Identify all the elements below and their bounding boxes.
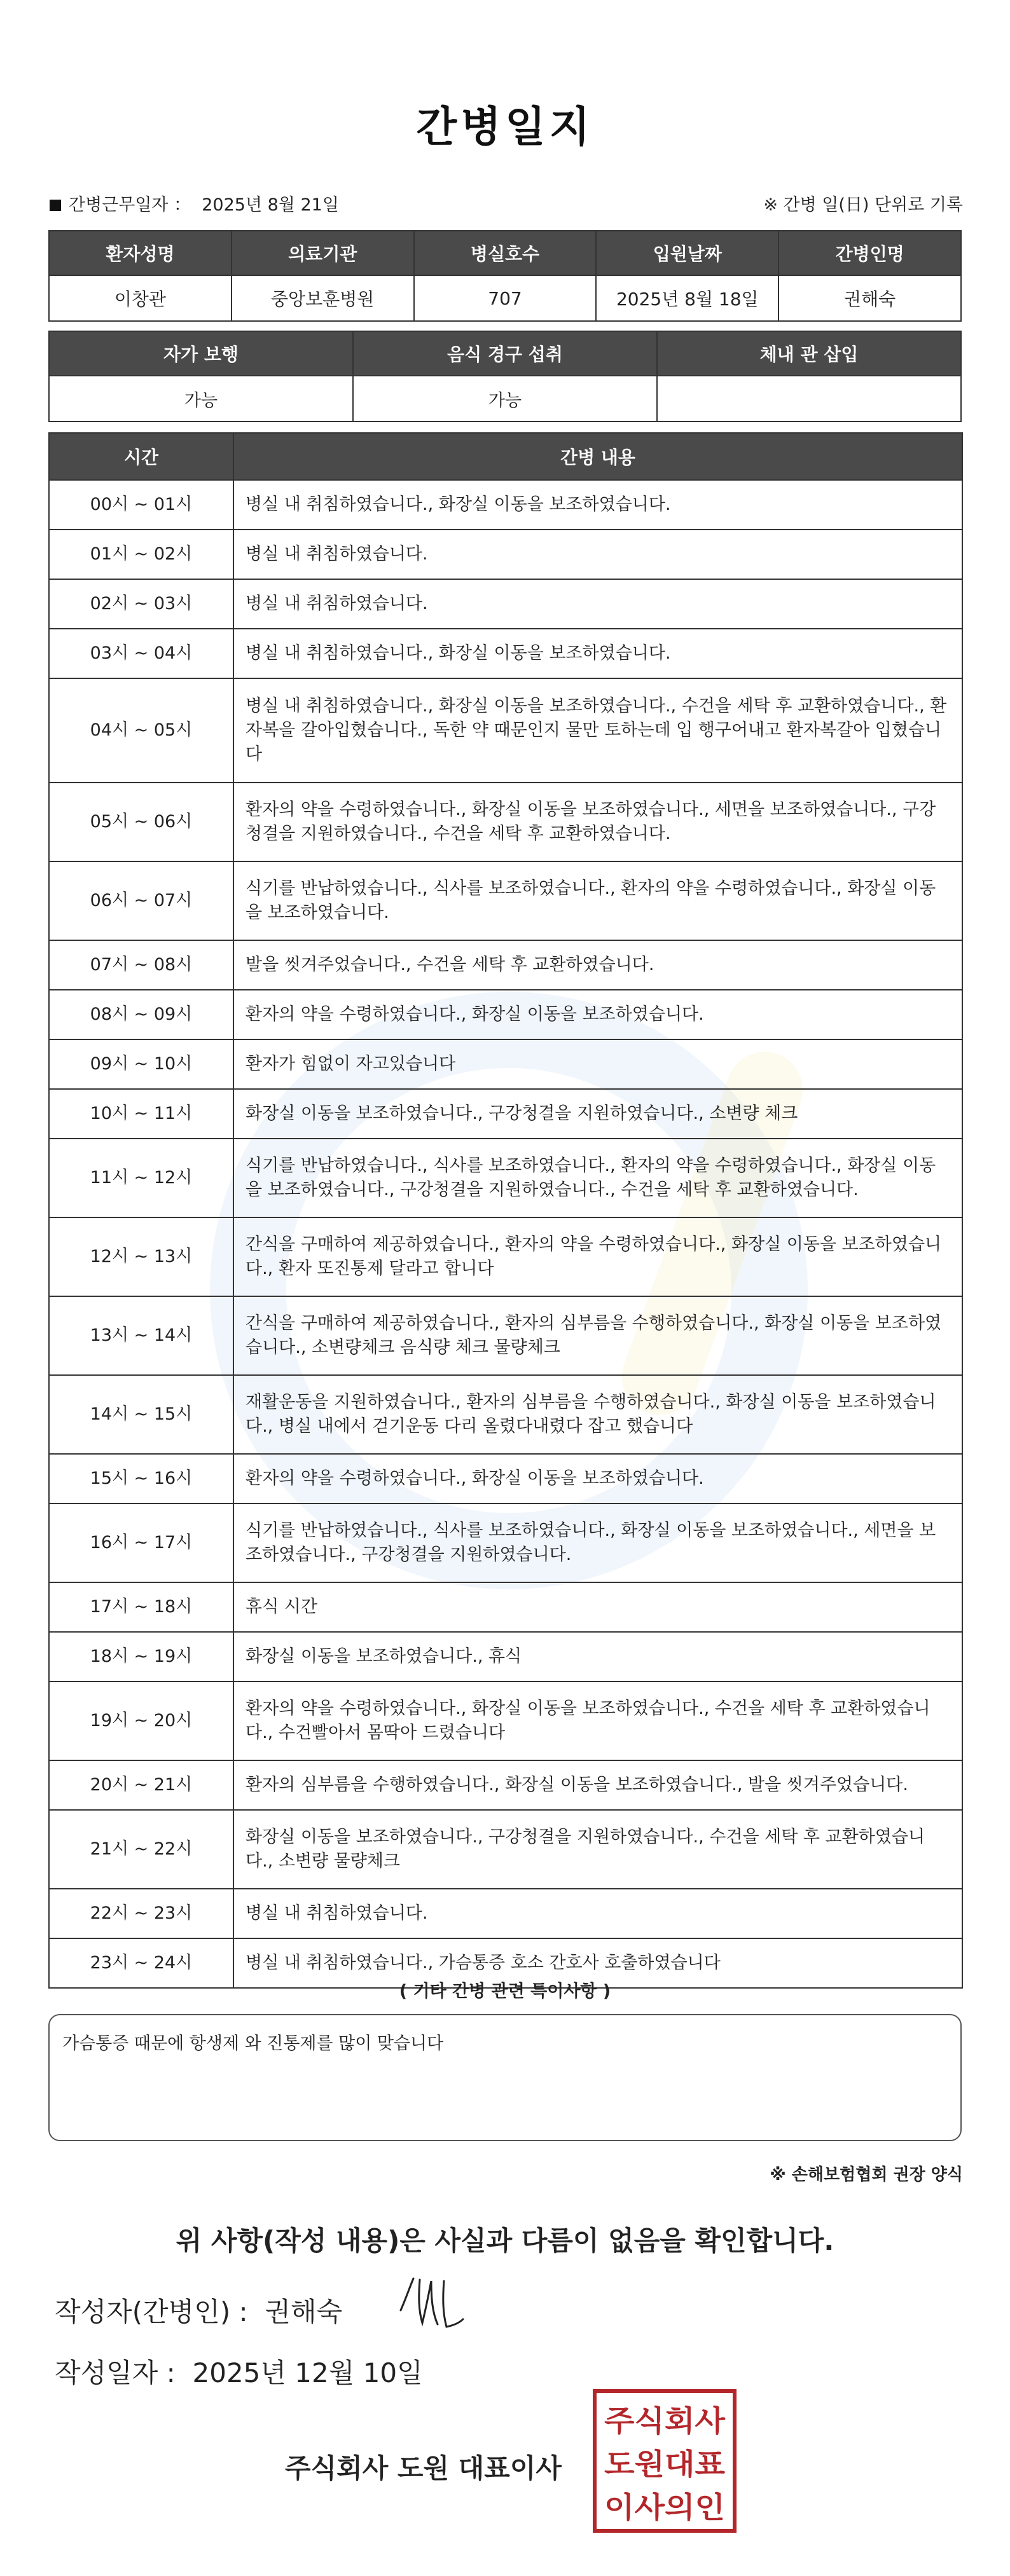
- company-seal-stamp: [593, 2389, 737, 2533]
- patient-status-table: [48, 331, 962, 422]
- care-content: 식기를 반납하였습니다., 식사를 보조하였습니다., 화장실 이동을 보조하였습니다., 세면을 보조하였습니다., 구강청결을 지원하였습니다.: [233, 1504, 962, 1582]
- care-content: 환자의 약을 수령하였습니다., 화장실 이동을 보조하였습니다.: [233, 1454, 962, 1504]
- care-content: 식기를 반납하였습니다., 식사를 보조하였습니다., 환자의 약을 수령하였습니다., 화장실 이동을 보조하였습니다.: [233, 861, 962, 940]
- care-log-table: [48, 432, 963, 1989]
- care-content: 병실 내 취침하였습니다., 화장실 이동을 보조하였습니다., 수건을 세탁 후 교환하였습니다., 환자복을 갈아입혔습니다., 독한 약 때문인지 물만 토하는데 입 행구어내고 환자복갈아 입혔습니다: [233, 678, 962, 783]
- care-content: 환자의 약을 수령하였습니다., 화장실 이동을 보조하였습니다., 세면을 보조하였습니다., 구강청결을 지원하였습니다., 수건을 세탁 후 교환하였습니다.: [233, 783, 962, 861]
- time-slot: 07시 ~ 08시: [49, 940, 233, 990]
- header-care-content: 간병 내용: [233, 433, 962, 480]
- table-row: [49, 990, 962, 1039]
- special-notes-title: ( 기타 간병 관련 특이사항 ): [399, 1982, 611, 2001]
- table-row: [49, 480, 962, 530]
- time-slot: 15시 ~ 16시: [49, 1454, 233, 1504]
- care-content: 화장실 이동을 보조하였습니다., 구강청결을 지원하였습니다., 수건을 세탁 후 교환하였습니다., 소변량 물량체크: [233, 1810, 962, 1889]
- table-row: [49, 530, 962, 579]
- time-slot: 13시 ~ 14시: [49, 1296, 233, 1375]
- work-date-value: 2025년 8월 21일: [202, 195, 339, 215]
- self-walking-value: 가능: [49, 376, 353, 421]
- table-row: [49, 1217, 962, 1296]
- special-notes-box: [48, 2014, 962, 2141]
- care-content: 병실 내 취침하였습니다.: [233, 530, 962, 579]
- svg-text:이사의인: 이사의인: [604, 2490, 725, 2525]
- care-content: 간식을 구매하여 제공하였습니다., 환자의 심부름을 수행하였습니다., 화장실 이동을 보조하였습니다., 소변량체크 음식량 체크 물량체크: [233, 1296, 962, 1375]
- handwritten-signature: [387, 2268, 482, 2338]
- written-date-line: [55, 2352, 423, 2390]
- special-notes-text: 가슴통증 때문에 항생제 와 진통제를 많이 맞습니다: [62, 2034, 444, 2053]
- table-row: [49, 629, 962, 678]
- table-row: [49, 1760, 962, 1810]
- time-slot: 14시 ~ 15시: [49, 1375, 233, 1454]
- oral-intake-value: 가능: [353, 376, 657, 421]
- care-content: 병실 내 취침하였습니다., 화장실 이동을 보조하였습니다.: [233, 629, 962, 678]
- care-content: 병실 내 취침하였습니다.: [233, 579, 962, 629]
- care-content: 병실 내 취침하였습니다., 가슴통증 호소 간호사 호출하였습니다: [233, 1938, 962, 1988]
- time-slot: 09시 ~ 10시: [49, 1039, 233, 1089]
- care-content: 화장실 이동을 보조하였습니다., 휴식: [233, 1632, 962, 1682]
- care-content: 식기를 반납하였습니다., 식사를 보조하였습니다., 환자의 약을 수령하였습니다., 화장실 이동을 보조하였습니다., 구강청결을 지원하였습니다., 수건을 세탁 후 교환하였습니다.: [233, 1139, 962, 1217]
- table-row: [49, 1889, 962, 1938]
- header-self-walking: 자가 보행: [49, 331, 353, 376]
- time-slot: 03시 ~ 04시: [49, 629, 233, 678]
- tube-insertion-value: [657, 376, 961, 421]
- table-row: [49, 1504, 962, 1582]
- time-slot: 12시 ~ 13시: [49, 1217, 233, 1296]
- time-slot: 02시 ~ 03시: [49, 579, 233, 629]
- written-date-value: 2025년 12월 10일: [192, 2357, 423, 2388]
- confirmation-statement: 위 사항(작성 내용)은 사실과 다름이 없음을 확인합니다.: [176, 2225, 834, 2256]
- table-row: [49, 861, 962, 940]
- table-row: [49, 1089, 962, 1139]
- header-caregiver-name: 간병인명: [778, 231, 961, 275]
- header-admission-date: 입원날짜: [596, 231, 778, 275]
- care-content: 환자의 심부름을 수행하였습니다., 화장실 이동을 보조하였습니다., 발을 씻겨주었습니다.: [233, 1760, 962, 1810]
- page-title: 간병일지: [416, 102, 594, 151]
- table-row: [49, 1682, 962, 1760]
- patient-name: 이창관: [49, 275, 232, 321]
- table-row: [49, 1454, 962, 1504]
- time-slot: 16시 ~ 17시: [49, 1504, 233, 1582]
- care-content: 휴식 시간: [233, 1582, 962, 1632]
- time-slot: 08시 ~ 09시: [49, 990, 233, 1039]
- table-row: [49, 1582, 962, 1632]
- work-date-line: [50, 191, 339, 216]
- time-slot: 04시 ~ 05시: [49, 678, 233, 783]
- recommended-form-note: ※ 손해보험협회 권장 양식: [770, 2165, 963, 2184]
- table-row: [49, 678, 962, 783]
- header-room-number: 병실호수: [414, 231, 597, 275]
- header-tube-insertion: 체내 관 삽입: [657, 331, 961, 376]
- room-number: 707: [414, 275, 597, 321]
- header-oral-intake: 음식 경구 섭취: [353, 331, 657, 376]
- time-slot: 17시 ~ 18시: [49, 1582, 233, 1632]
- square-bullet-icon: [50, 200, 61, 211]
- time-slot: 11시 ~ 12시: [49, 1139, 233, 1217]
- header-hospital: 의료기관: [232, 231, 414, 275]
- time-slot: 21시 ~ 22시: [49, 1810, 233, 1889]
- table-row: [49, 940, 962, 990]
- table-row: [49, 579, 962, 629]
- table-row: [49, 1810, 962, 1889]
- table-row: [49, 1139, 962, 1217]
- header-time: 시간: [49, 433, 233, 480]
- care-content: 환자의 약을 수령하였습니다., 화장실 이동을 보조하였습니다., 수건을 세탁 후 교환하였습니다., 수건빨아서 몸딱아 드렸습니다: [233, 1682, 962, 1760]
- time-slot: 05시 ~ 06시: [49, 783, 233, 861]
- svg-text:도원대표: 도원대표: [604, 2447, 726, 2481]
- time-slot: 23시 ~ 24시: [49, 1938, 233, 1988]
- time-slot: 10시 ~ 11시: [49, 1089, 233, 1139]
- caregiver-name: 권해숙: [778, 275, 961, 321]
- header-patient-name: 환자성명: [49, 231, 232, 275]
- care-content: 환자가 힘없이 자고있습니다: [233, 1039, 962, 1089]
- written-date-label: 작성일자 :: [55, 2357, 176, 2388]
- time-slot: 00시 ~ 01시: [49, 480, 233, 530]
- time-slot: 20시 ~ 21시: [49, 1760, 233, 1810]
- hospital-name: 중앙보훈병원: [232, 275, 414, 321]
- care-content: 병실 내 취침하였습니다., 화장실 이동을 보조하였습니다.: [233, 480, 962, 530]
- care-content: 병실 내 취침하였습니다.: [233, 1889, 962, 1938]
- table-row: [49, 783, 962, 861]
- time-slot: 18시 ~ 19시: [49, 1632, 233, 1682]
- care-content: 환자의 약을 수령하였습니다., 화장실 이동을 보조하였습니다.: [233, 990, 962, 1039]
- svg-text:주식회사: 주식회사: [604, 2404, 726, 2438]
- table-row: [49, 1375, 962, 1454]
- time-slot: 01시 ~ 02시: [49, 530, 233, 579]
- table-row: [49, 1039, 962, 1089]
- table-row: [49, 1296, 962, 1375]
- company-name: 주식회사 도원 대표이사: [285, 2453, 562, 2484]
- care-content: 간식을 구매하여 제공하였습니다., 환자의 약을 수령하였습니다., 화장실 이동을 보조하였습니다., 환자 또진통제 달라고 합니다: [233, 1217, 962, 1296]
- patient-info-table: [48, 230, 962, 322]
- care-content: 화장실 이동을 보조하였습니다., 구강청결을 지원하였습니다., 소변량 체크: [233, 1089, 962, 1139]
- writer-line: [55, 2291, 342, 2329]
- admission-date: 2025년 8월 18일: [596, 275, 778, 321]
- daily-record-note: ※ 간병 일(日) 단위로 기록: [763, 195, 963, 215]
- care-content: 발을 씻겨주었습니다., 수건을 세탁 후 교환하였습니다.: [233, 940, 962, 990]
- time-slot: 19시 ~ 20시: [49, 1682, 233, 1760]
- time-slot: 22시 ~ 23시: [49, 1889, 233, 1938]
- care-content: 재활운동을 지원하였습니다., 환자의 심부름을 수행하였습니다., 화장실 이동을 보조하였습니다., 병실 내에서 걷기운동 다리 올렸다내렸다 잡고 했습니다: [233, 1375, 962, 1454]
- table-row: [49, 1632, 962, 1682]
- writer-label: 작성자(간병인) :: [55, 2296, 248, 2327]
- work-date-label: 간병근무일자 ：: [69, 195, 191, 215]
- writer-name: 권해숙: [265, 2296, 343, 2327]
- time-slot: 06시 ~ 07시: [49, 861, 233, 940]
